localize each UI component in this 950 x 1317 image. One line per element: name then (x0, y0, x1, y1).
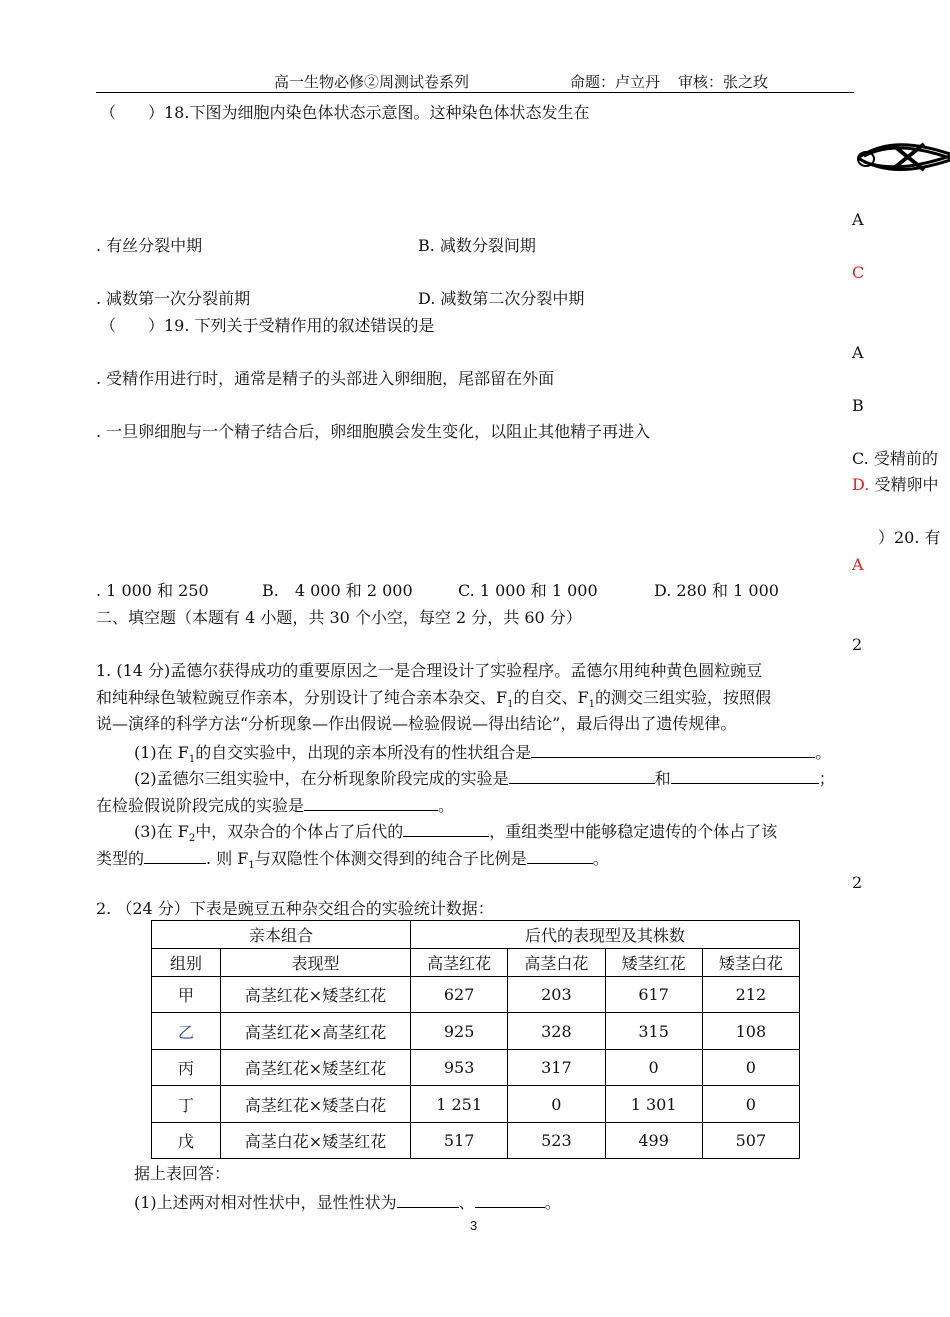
subscript: 1 (507, 699, 514, 711)
fill1-p3-text4: 类型的 (96, 849, 145, 868)
answer-blank[interactable] (144, 847, 206, 864)
table-cell: 乙 (152, 1013, 221, 1050)
header-author: 命题：卢立丹 (570, 73, 661, 91)
margin-q20-fragment: ）20. 有 (878, 528, 941, 547)
table-col-header: 高茎红花 (411, 949, 508, 977)
table-cell: 高茎红花×高茎红花 (221, 1013, 411, 1050)
fill1-part3 (134, 820, 777, 849)
table-col-header: 表现型 (221, 949, 411, 977)
fill2-stem: 2. （24 分）下表是豌豆五种杂交组合的实验统计数据： (96, 899, 494, 918)
table-cell: 328 (508, 1013, 605, 1050)
table-cell: 212 (702, 977, 799, 1013)
fill1-p3-text6: 与双隐性个体测交得到的纯合子比例是 (254, 849, 527, 868)
subscript: 1 (188, 754, 196, 766)
fill1-part1 (134, 741, 831, 770)
table-cell: 丙 (152, 1050, 221, 1086)
subscript: 1 (588, 699, 595, 711)
table-cell: 戊 (152, 1123, 221, 1159)
q20-option-d: D. 280 和 1 000 (654, 581, 779, 600)
table-cell: 523 (508, 1123, 605, 1159)
table-row (152, 1013, 800, 1050)
fill1-p2-text3: 在检验假说阶段完成的实验是 (96, 796, 305, 815)
answer-blank[interactable] (509, 767, 655, 784)
margin-c1: C (852, 263, 865, 282)
punct: 。 (815, 743, 832, 762)
fill1-p2-and: 和 (654, 769, 671, 788)
table-header-offspring: 后代的表现型及其株数 (411, 921, 800, 949)
fill1-line3: 说—演绎的科学方法“分析现象—作出假说—检验假说—得出结论”，最后得出了遗传规律。 (96, 714, 737, 733)
table-cell: 317 (508, 1050, 605, 1086)
table-col-header: 矮茎白花 (702, 949, 799, 977)
table-cell: 高茎白花×矮茎红花 (221, 1123, 411, 1159)
margin-b2: B (852, 396, 864, 415)
fill2-q1-text: (1)上述两对相对性状中，显性性状为 (134, 1193, 397, 1212)
table-cell: 507 (702, 1123, 799, 1159)
q18-stem: （ ）18.下图为细胞内染色体状态示意图。这种染色体状态发生在 (100, 103, 590, 122)
fill1-part3-cont (96, 847, 609, 876)
subscript: 2 (188, 833, 196, 845)
fill1-p3-text2: 中，双杂合的个体占了后代的 (195, 822, 404, 841)
page-header (96, 72, 854, 93)
fill1-p1-text: (1)在 F (134, 743, 189, 762)
fill1-line2 (96, 688, 771, 715)
margin-d-label: D. (852, 475, 870, 494)
margin-c-text: C. 受精前的 (852, 449, 938, 468)
q20-option-a: . 1 000 和 250 (96, 581, 209, 600)
subscript: 1 (248, 860, 255, 872)
table-cell: 甲 (152, 977, 221, 1013)
table-row (152, 977, 800, 1013)
table-col-header: 组别 (152, 949, 221, 977)
section2-title: 二、填空题（本题有 4 小题，共 30 个小空，每空 2 分，共 60 分） (96, 608, 582, 627)
answer-blank[interactable] (475, 1191, 545, 1208)
table-header-row (152, 921, 800, 949)
answer-blank[interactable] (531, 741, 815, 758)
table-cell: 1 251 (411, 1086, 508, 1123)
table-cell: 108 (702, 1013, 799, 1050)
fill1-p3-text5: . 则 F (206, 849, 249, 868)
q18-option-a: . 有丝分裂中期 (96, 236, 203, 255)
fill1-p3-text3: ，重组类型中能够稳定遗传的个体占了该 (489, 822, 778, 841)
fill2-part1 (134, 1191, 561, 1213)
punct: 、 (458, 1193, 475, 1212)
table-subheader-row (152, 949, 800, 977)
q18-option-b: B. 减数分裂间期 (418, 236, 536, 255)
answer-blank[interactable] (527, 847, 593, 864)
punct: 。 (438, 796, 455, 815)
fill1-line2-part2: 的自交、F (513, 688, 589, 707)
punct: 。 (592, 849, 609, 868)
answer-blank[interactable] (403, 820, 489, 837)
fill1-line1: 1. (14 分)孟德尔获得成功的重要原因之一是合理设计了实验程序。孟德尔用纯种黄色圆粒豌豆 (96, 661, 763, 680)
table-cell: 617 (605, 977, 702, 1013)
table-col-header: 矮茎红花 (605, 949, 702, 977)
answer-blank[interactable] (671, 767, 819, 784)
margin-d-text: 受精卵中 (874, 475, 939, 494)
table-cell: 高茎红花×矮茎红花 (221, 1050, 411, 1086)
table-cell: 0 (605, 1050, 702, 1086)
q18-option-c: . 减数第一次分裂前期 (96, 289, 251, 308)
margin-d-line (852, 475, 938, 495)
fill1-p3-text: (3)在 F (134, 822, 189, 841)
table-cell: 高茎红花×矮茎白花 (221, 1086, 411, 1123)
cross-data-table (151, 920, 800, 1159)
table-cell: 0 (702, 1086, 799, 1123)
fill1-part2-cont (96, 794, 454, 816)
q18-option-d: D. 减数第二次分裂中期 (418, 289, 585, 308)
table-cell: 丁 (152, 1086, 221, 1123)
table-cell: 0 (702, 1050, 799, 1086)
fill1-part2 (134, 767, 835, 789)
table-col-header: 高茎白花 (508, 949, 605, 977)
q19-option-b: . 一旦卵细胞与一个精子结合后，卵细胞膜会发生变化，以阻止其他精子再进入 (96, 422, 651, 441)
table-cell: 高茎红花×矮茎红花 (221, 977, 411, 1013)
answer-blank[interactable] (397, 1191, 459, 1208)
table-cell: 517 (411, 1123, 508, 1159)
fill1-p1-text2: 的自交实验中，出现的亲本所没有的性状组合是 (195, 743, 532, 762)
fill1-line2-part1: 和纯种绿色皱粒豌豆作亲本，分别设计了纯合亲本杂交、F (96, 688, 508, 707)
q20-option-c: C. 1 000 和 1 000 (458, 581, 598, 600)
fill1-line2-part3: 的测交三组实验，按照假 (594, 688, 771, 707)
header-reviewer: 审核：张之玫 (678, 73, 769, 91)
table-cell: 1 301 (605, 1086, 702, 1123)
punct: ； (818, 769, 835, 788)
fill1-p2-text: (2)孟德尔三组实验中，在分析现象阶段完成的实验是 (134, 769, 509, 788)
answer-blank[interactable] (304, 794, 438, 811)
margin-a1: A (852, 210, 864, 229)
table-cell: 953 (411, 1050, 508, 1086)
margin-a3: A (852, 555, 864, 574)
page-number: 3 (470, 1218, 478, 1233)
table-row (152, 1123, 800, 1159)
margin-a2: A (852, 343, 864, 362)
margin-num1: 2 (852, 635, 863, 654)
table-cell: 499 (605, 1123, 702, 1159)
q19-option-a: . 受精作用进行时，通常是精子的头部进入卵细胞，尾部留在外面 (96, 369, 555, 388)
table-cell: 627 (411, 977, 508, 1013)
table-row (152, 1086, 800, 1123)
chromosome-figure (854, 132, 950, 182)
table-cell: 203 (508, 977, 605, 1013)
table-header-parents: 亲本组合 (152, 921, 411, 949)
header-series: 高一生物必修②周测试卷系列 (274, 73, 470, 91)
punct: 。 (544, 1193, 561, 1212)
table-cell: 315 (605, 1013, 702, 1050)
table-row (152, 1050, 800, 1086)
q19-stem: （ ）19. 下列关于受精作用的叙述错误的是 (100, 316, 435, 335)
margin-num2: 2 (852, 873, 863, 892)
q20-option-b: B. 4 000 和 2 000 (262, 581, 413, 600)
fill2-after-table: 据上表回答： (134, 1164, 231, 1183)
table-cell: 0 (508, 1086, 605, 1123)
table-cell: 925 (411, 1013, 508, 1050)
